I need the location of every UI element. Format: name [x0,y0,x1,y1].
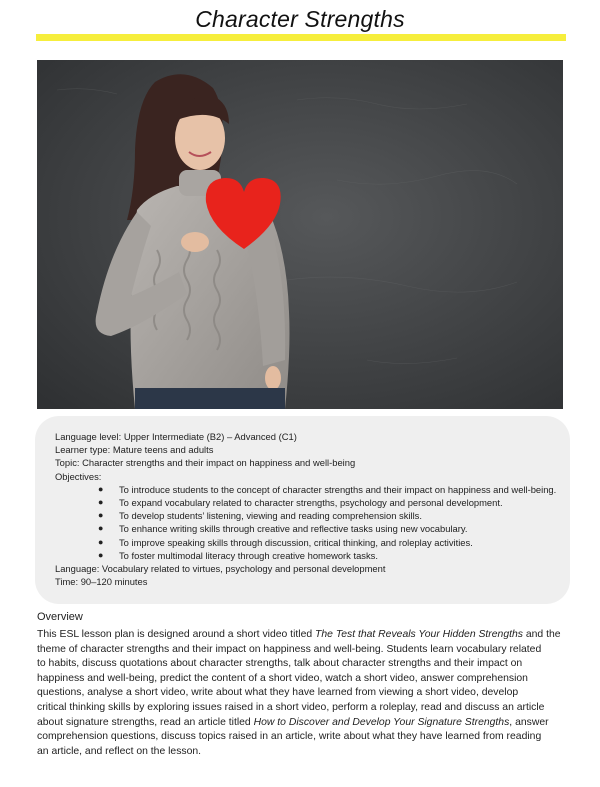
overview-line [37,643,565,658]
overview-text: about signature strengths, read an article titled [37,716,254,728]
bullet-icon: ● [98,510,104,521]
article-title: How to Discover and Develop Your Signature Strengths [253,716,510,728]
time-value: : 90–120 minutes [75,576,148,588]
topic-value: : Character strengths and their impact on happiness and well-being [76,457,356,469]
language-label: Language [55,563,97,575]
objectives-row [55,470,550,483]
objectives-list [55,483,557,562]
language-row [55,562,550,575]
overview-text: critical thinking skills by exploring issues raised in a short video, perform a roleplay, read and discuss an article [37,701,545,713]
overview-text: to habits, discuss quotations about character strengths, talk about character strengths and their impact on [37,658,523,670]
overview-paragraph [37,628,565,759]
overview-heading: Overview [37,611,83,623]
objective-text: To foster multimodal literacy through creative homework tasks. [119,549,378,561]
overview-line [37,686,565,701]
objective-item [98,483,557,496]
overview-text: questions, analyse a short video, write about what they have learned from viewing a short video, develop [37,687,519,699]
overview-text: This ESL lesson plan is designed around a short video titled [37,629,316,640]
objective-text: To develop students’ listening, viewing and reading comprehension skills. [119,510,422,522]
overview-text: , answer [509,716,549,728]
objective-item [98,509,550,522]
topic-label: Topic [55,457,77,469]
lesson-info-box [35,416,570,604]
time-label: Time [55,576,76,588]
learner-type-value: : Mature teens and adults [107,444,214,456]
bullet-icon: ● [98,523,104,534]
overview-line [37,701,565,716]
hero-photo-illustration [37,60,563,409]
bullet-icon: ● [98,497,104,508]
overview-text: theme of character strengths and their impact on happiness and well-being. Students learn vocabulary related [37,643,542,655]
objective-text: To enhance writing skills through creative and reflective tasks using new vocabulary. [119,523,468,535]
time-row [55,575,550,588]
overview-text: happiness and well-being, predict the content of a short video, watch a short video, answer comprehension [37,672,528,684]
objectives-colon: : [98,470,102,482]
overview-line [37,657,565,672]
overview-text: comprehension questions, discuss topics raised in an article, write about what they have learned from reading [37,731,542,743]
learner-type-row [55,443,550,456]
learner-type-label: Learner type [55,444,108,456]
language-level-label: Language level [55,431,119,442]
language-level-row [55,430,550,443]
language-value: : Vocabulary related to virtues, psychology and personal development [96,563,386,575]
objectives-label: Objectives [55,470,99,482]
video-title: The Test that Reveals Your Hidden Strengths [315,629,523,640]
bullet-icon: ● [98,483,104,494]
overview-text: an article, and reflect on the lesson. [37,745,202,757]
page-title: Character Strengths [195,6,405,32]
overview-line [37,628,565,643]
bullet-icon: ● [98,536,104,547]
overview-line [37,716,565,731]
topic-row [55,456,550,469]
language-level-value: : Upper Intermediate (B2) – Advanced (C1) [118,431,297,442]
objective-item [98,522,550,535]
objective-text: To improve speaking skills through discussion, critical thinking, and roleplay activities. [119,536,473,548]
title-underline-rule [36,34,566,41]
overview-line [37,672,565,687]
objective-text: To introduce students to the concept of character strengths and their impact on happiness and well-being. [119,483,557,495]
objective-text: To expand vocabulary related to character strengths, psychology and personal development. [119,497,503,509]
hero-photo [37,60,563,409]
objective-item [98,496,550,509]
objective-item [98,549,550,562]
overview-line [37,730,565,745]
objective-item [98,536,550,549]
overview-text: and the [522,629,561,640]
overview-line [37,745,565,760]
bullet-icon: ● [98,549,104,560]
